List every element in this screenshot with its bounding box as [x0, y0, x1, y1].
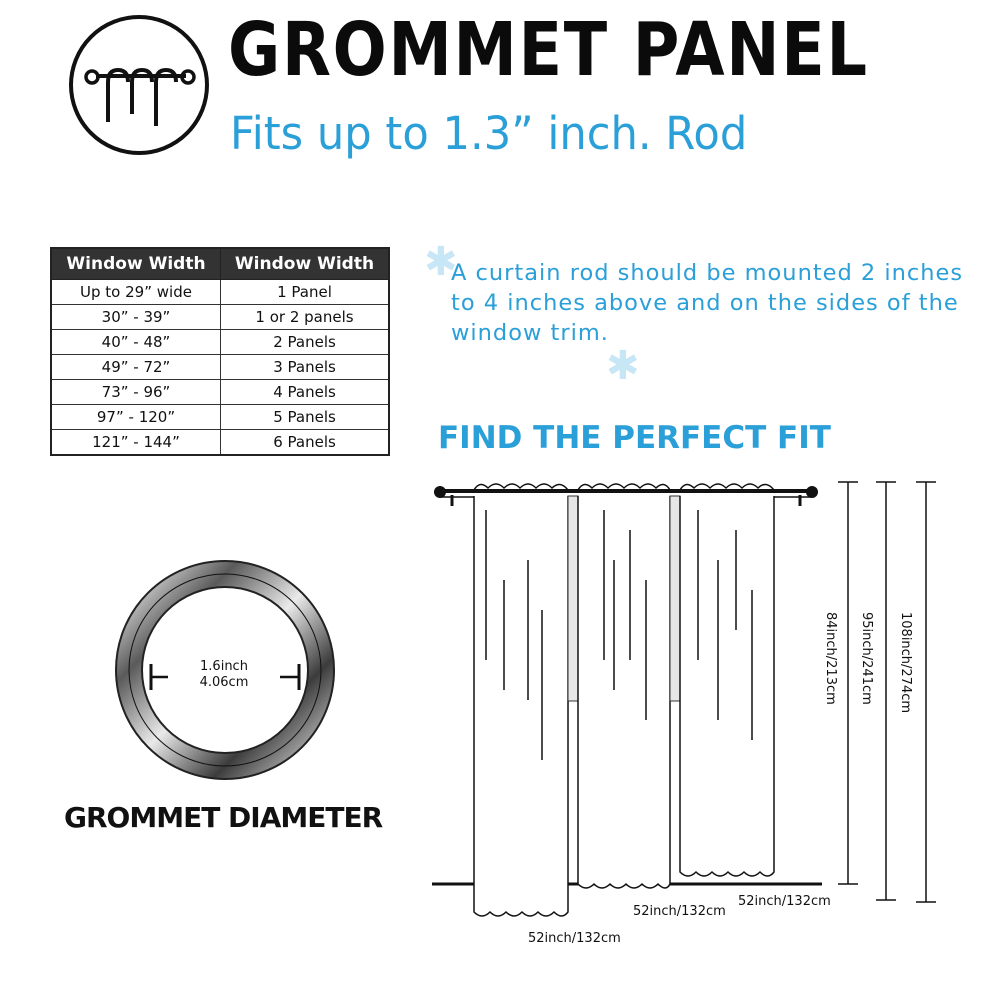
table-row [51, 280, 389, 305]
table-row [51, 380, 389, 405]
curtain-fit-diagram [420, 460, 1000, 1000]
height-label-108: 108inch/274cm [898, 612, 913, 714]
mounting-tip-text: A curtain rod should be mounted 2 inches to 4 inches above and on the sides of the window trim. [451, 260, 964, 346]
table-cell: 1 Panel [221, 280, 390, 305]
dimension-84 [838, 482, 858, 884]
table-cell: 1 or 2 panels [221, 305, 390, 330]
table-cell: 5 Panels [221, 405, 390, 430]
table-row [51, 430, 389, 456]
width-label: 52inch/132cm [633, 904, 726, 919]
height-label-84: 84inch/213cm [823, 612, 838, 705]
height-label-95: 95inch/241cm [859, 612, 874, 705]
table-cell: 4 Panels [221, 380, 390, 405]
table-header-row [51, 248, 389, 280]
width-label: 52inch/132cm [738, 894, 831, 909]
column-header: Window Width [51, 248, 221, 280]
grommet-diameter-inch: 1.6inch [168, 659, 280, 674]
table-row [51, 355, 389, 380]
table-cell: 30” - 39” [51, 305, 221, 330]
window-size-table [50, 247, 390, 456]
table-row [51, 305, 389, 330]
table-cell: 121” - 144” [51, 430, 221, 456]
table-row [51, 405, 389, 430]
page-subtitle: Fits up to 1.3” inch. Rod [230, 107, 748, 160]
page-title: GROMMET PANEL [228, 7, 869, 93]
table-cell: 49” - 72” [51, 355, 221, 380]
width-label: 52inch/132cm [528, 931, 621, 946]
table-cell: Up to 29” wide [51, 280, 221, 305]
table-cell: 2 Panels [221, 330, 390, 355]
snowflake-sparkle-icon: ✱ [606, 343, 640, 389]
dimension-108 [916, 482, 936, 902]
column-header: Window Width [221, 248, 390, 280]
snowflake-sparkle-icon: ✱ [424, 239, 458, 285]
curtain-panel-95 [578, 484, 670, 888]
rod-finial [434, 486, 446, 498]
curtain-panel-84 [680, 484, 774, 876]
table-row [51, 330, 389, 355]
grommet-diameter-cm: 4.06cm [168, 675, 280, 690]
curtain-rod-grommet-icon [68, 14, 210, 156]
fit-heading: FIND THE PERFECT FIT [438, 420, 831, 456]
dimension-95 [876, 482, 896, 900]
rod-finial [806, 486, 818, 498]
curtain-panel-108 [474, 484, 568, 916]
table-cell: 97” - 120” [51, 405, 221, 430]
grommet-caption: GROMMET DIAMETER [64, 801, 383, 834]
table-cell: 40” - 48” [51, 330, 221, 355]
table-cell: 6 Panels [221, 430, 390, 456]
table-cell: 73” - 96” [51, 380, 221, 405]
table-cell: 3 Panels [221, 355, 390, 380]
